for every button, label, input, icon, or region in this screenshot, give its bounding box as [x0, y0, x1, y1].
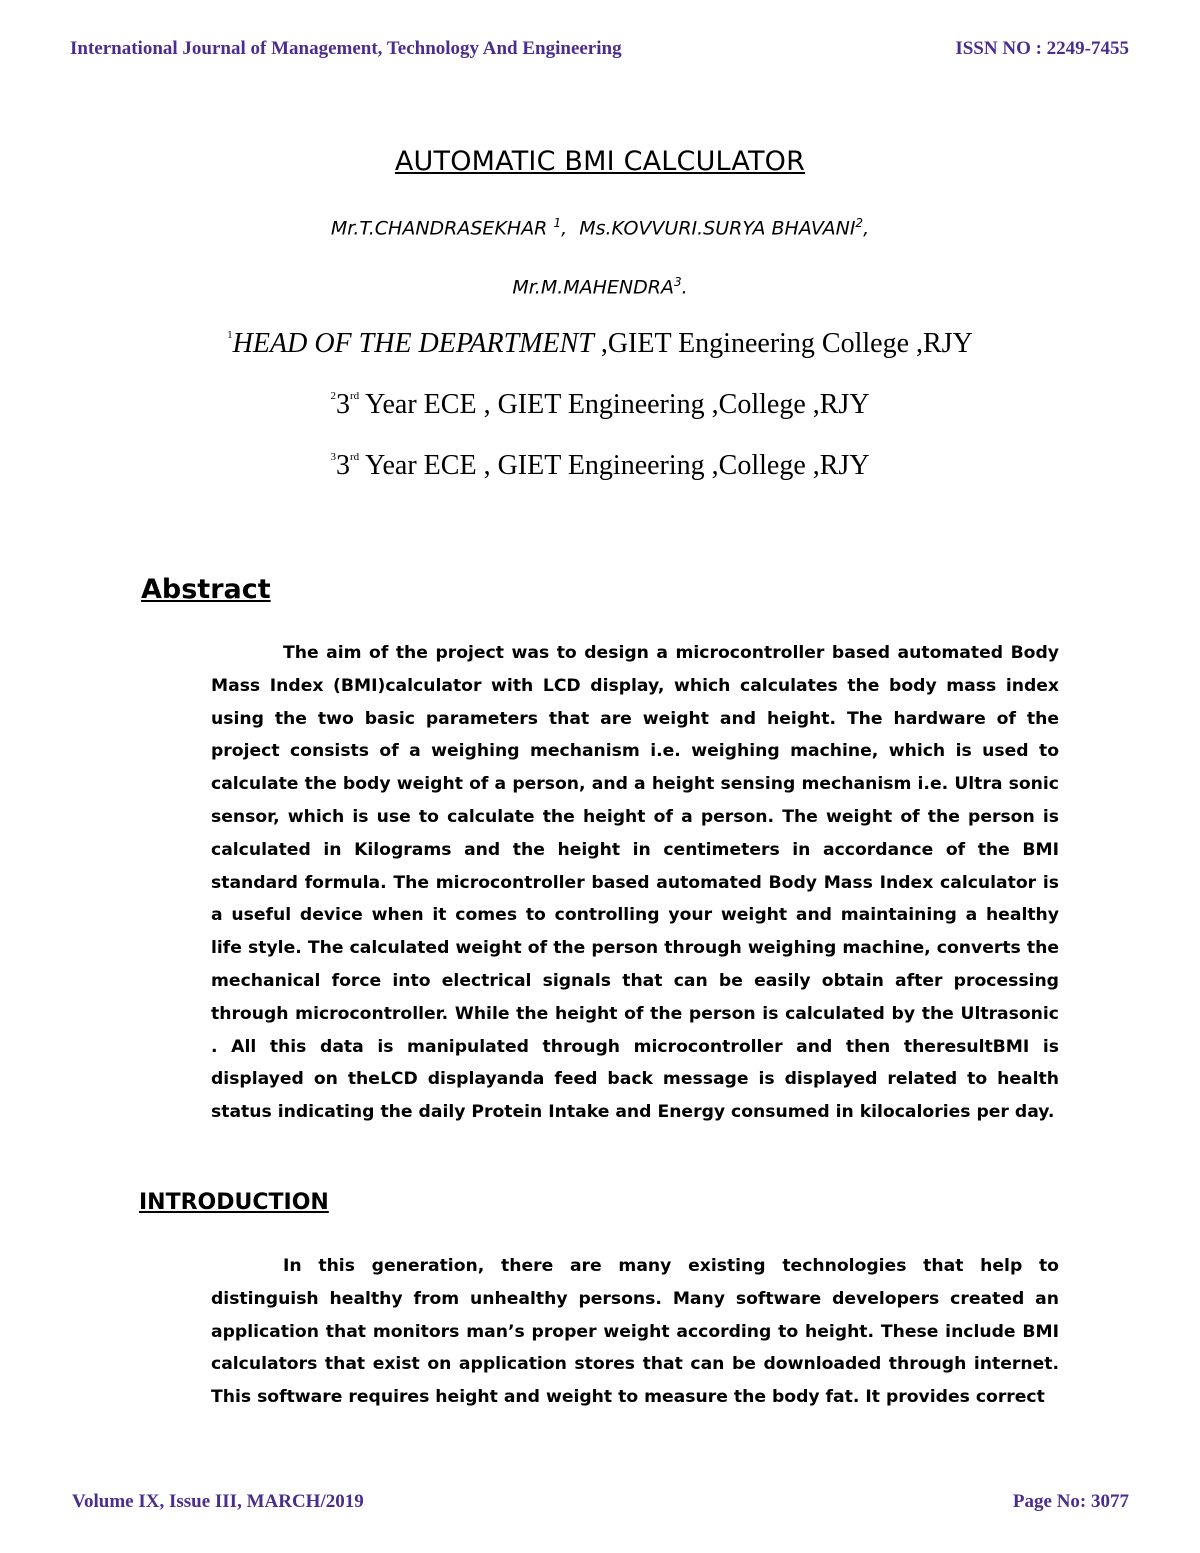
author-2-sup: 2	[855, 216, 864, 230]
affiliation-2-sup: 2	[330, 390, 336, 402]
issn-number: ISSN NO : 2249-7455	[955, 38, 1129, 59]
affiliation-3-ordinal: 3	[335, 450, 350, 481]
affiliation-2-ordinal: 3	[335, 389, 350, 420]
author-1-sup: 1	[553, 216, 562, 230]
introduction-paragraph: In this generation, there are many existing technologies that help to distinguish healthy from unhealthy persons. Many software developers created an application that monitors man’s proper weight according to height. These include BMI calculators that exist on application stores that can be downloaded through internet. This software requires height and weight to measure the body fat. It provides correct	[211, 1256, 1059, 1408]
page-number: Page No: 3077	[1012, 1491, 1129, 1512]
affiliation-1-role: HEAD OF THE DEPARTMENT	[232, 328, 594, 359]
affiliation-1-text: ,GIET Engineering College ,RJY	[593, 328, 973, 359]
affiliation-1	[0, 328, 1200, 360]
affiliation-3-ordinal-sup: rd	[349, 451, 360, 463]
introduction-heading: INTRODUCTION	[139, 1190, 329, 1215]
volume-issue: Volume IX, Issue III, MARCH/2019	[72, 1491, 364, 1512]
paper-title: AUTOMATIC BMI CALCULATOR	[394, 146, 806, 177]
author-1: Mr.T.CHANDRASEKHAR	[330, 217, 548, 240]
affiliation-2-ordinal-sup: rd	[349, 390, 360, 402]
affiliation-1-sup: 1	[227, 329, 233, 341]
affiliation-2	[0, 389, 1200, 421]
abstract-heading: Abstract	[141, 574, 271, 605]
affiliation-3-text: Year ECE , GIET Engineering ,College ,RJY	[359, 450, 870, 481]
authors-line-2: Mr.M.MAHENDRA$^3$.	[512, 275, 688, 299]
journal-name: International Journal of Management, Technology And Engineering	[70, 38, 622, 59]
author-3-sup: 3	[673, 275, 682, 289]
affiliation-3	[0, 450, 1200, 482]
affiliation-2-text: Year ECE , GIET Engineering ,College ,RJY	[359, 389, 870, 420]
abstract-paragraph: The aim of the project was to design a microcontroller based automated Body Mass Index (BMI)calculator with LCD display, which calculates the body mass index using the two basic parameters that are weight and height. The hardware of the project consists of a weighing mechanism i.e. weighing machine, which is used to calculate the body weight of a person, and a height sensing mechanism i.e. Ultra sonic sensor, which is use to calculate the height of a person. The weight of the person is calculated in Kilograms and the height in centimeters in accordance of the BMI standard formula. The microcontroller based automated Body Mass Index calculator is a useful device when it comes to controlling your weight and maintaining a healthy life style. The calculated weight of the person through weighing machine, converts the mechanical force into electrical signals that can be easily obtain after processing through microcontroller. While the height of the person is calculated by the Ultrasonic . All this data is manipulated through microcontroller and then theresultBMI is displayed on theLCD displayanda feed back message is displayed related to health status indicating the daily Protein Intake and Energy consumed in kilocalories per day.	[211, 643, 1059, 1123]
author-3: Mr.M.MAHENDRA	[512, 276, 674, 299]
affiliation-3-sup: 3	[330, 451, 336, 463]
authors-line-1: Mr.T.CHANDRASEKHAR $^1$, Ms.KOVVURI.SURYA BHAVANI$^2$,	[330, 216, 870, 240]
author-2: Ms.KOVVURI.SURYA BHAVANI	[579, 217, 856, 240]
